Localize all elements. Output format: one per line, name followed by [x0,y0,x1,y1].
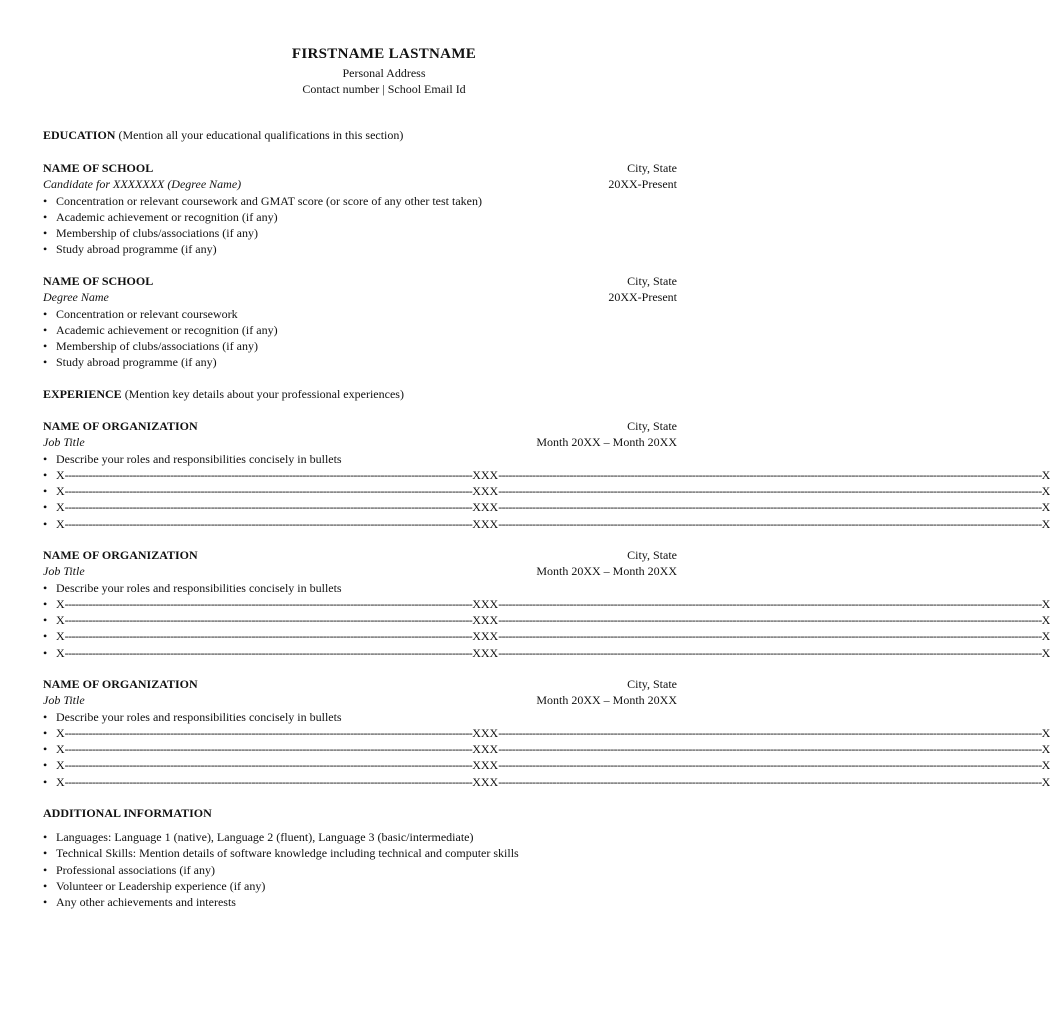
dash-divider: ---------------------------------------------------------------------------------------------------------------------------------------------------------------- [498,484,1042,499]
placeholder-bullet [43,499,1050,515]
placeholder-line [56,467,1050,483]
list-item [43,709,677,725]
placeholder-mid: XXX [472,484,499,499]
dash-divider: ------------------------------------------------------------------------------------------------------------------------ [64,645,473,660]
placeholder-start: X [56,742,65,757]
placeholder-mid: XXX [472,629,499,644]
school-header-row [43,160,677,176]
list-item [43,193,677,209]
placeholder-start: X [56,629,65,644]
bullet-icon: • [43,774,48,789]
list-item [43,241,677,257]
placeholder-line [56,483,1050,499]
bullet-icon: • [43,467,48,482]
bullet-text: Professional associations (if any) [56,862,215,877]
organization-name: NAME OF ORGANIZATION [43,677,198,691]
bullet-icon: • [43,596,48,611]
dash-divider: ---------------------------------------------------------------------------------------------------------------------------------------------------------------- [498,500,1042,515]
bullet-icon: • [43,629,48,644]
bullet-text: Membership of clubs/associations (if any) [56,339,258,354]
additional-list [43,829,677,910]
bullet-icon: • [43,209,48,224]
bullet-icon: • [43,339,48,354]
bullet-icon: • [43,484,48,499]
placeholder-start: X [56,725,65,740]
degree-row [43,289,677,305]
placeholder-end: X [1041,596,1050,611]
placeholder-mid: XXX [472,645,499,660]
organization-entry [43,418,1050,532]
placeholder-bullet [43,483,1050,499]
bullet-text: Describe your roles and responsibilities concisely in bullets [56,451,342,466]
bullet-text: Academic achievement or recognition (if any) [56,209,278,224]
placeholder-bullet [43,596,1050,612]
experience-title: EXPERIENCE [43,387,122,401]
job-title-row [43,692,677,708]
degree-dates: 20XX-Present [608,290,677,305]
job-dates: Month 20XX – Month 20XX [536,693,677,708]
list-item [43,894,677,910]
dash-divider: ------------------------------------------------------------------------------------------------------------------------ [64,484,473,499]
bullet-icon: • [43,895,48,910]
dash-divider: ---------------------------------------------------------------------------------------------------------------------------------------------------------------- [498,758,1042,773]
organization-entry [43,676,1050,790]
bullet-icon: • [43,862,48,877]
placeholder-end: X [1041,725,1050,740]
dash-divider: ------------------------------------------------------------------------------------------------------------------------ [64,758,473,773]
organization-location: City, State [627,677,677,691]
placeholder-mid: XXX [472,725,499,740]
placeholder-mid: XXX [472,613,499,628]
placeholder-start: X [56,758,65,773]
dash-divider: ------------------------------------------------------------------------------------------------------------------------ [64,467,473,482]
organization-header-row [43,547,677,563]
placeholder-start: X [56,516,65,531]
job-title: Job Title [43,693,85,708]
placeholder-end: X [1041,484,1050,499]
experience-heading [43,387,404,402]
placeholder-end: X [1041,645,1050,660]
placeholder-mid: XXX [472,758,499,773]
bullet-icon: • [43,516,48,531]
placeholder-bullet [43,757,1050,773]
placeholder-end: X [1041,516,1050,531]
bullet-icon: • [43,709,48,724]
placeholder-start: X [56,645,65,660]
placeholder-line [56,774,1050,790]
list-item [43,878,677,894]
placeholder-start: X [56,467,65,482]
degree-name: Candidate for XXXXXXX (Degree Name) [43,177,242,192]
job-title-row [43,434,677,450]
placeholder-mid: XXX [472,516,499,531]
school-header-row [43,273,677,289]
placeholder-bullet [43,467,1050,483]
education-heading [43,128,403,143]
dash-divider: ------------------------------------------------------------------------------------------------------------------------ [64,742,473,757]
bullet-icon: • [43,878,48,893]
dash-divider: ---------------------------------------------------------------------------------------------------------------------------------------------------------------- [498,613,1042,628]
dash-divider: ---------------------------------------------------------------------------------------------------------------------------------------------------------------- [498,645,1042,660]
school-entry [43,273,677,371]
dash-divider: ------------------------------------------------------------------------------------------------------------------------ [64,500,473,515]
organization-header-row [43,676,677,692]
organization-name: NAME OF ORGANIZATION [43,548,198,562]
placeholder-bullet [43,774,1050,790]
contact-line: Contact number | School Email Id [302,82,466,96]
bullet-text: Any other achievements and interests [56,895,236,910]
bullet-icon: • [43,725,48,740]
placeholder-mid: XXX [472,742,499,757]
education-note: (Mention all your educational qualifications in this section) [118,128,404,142]
bullet-icon: • [43,355,48,370]
placeholder-end: X [1041,500,1050,515]
placeholder-mid: XXX [472,467,499,482]
bullet-icon: • [43,742,48,757]
list-item [43,862,677,878]
dash-divider: ------------------------------------------------------------------------------------------------------------------------ [64,596,473,611]
placeholder-mid: XXX [472,596,499,611]
dash-divider: ------------------------------------------------------------------------------------------------------------------------ [64,613,473,628]
list-item [43,225,677,241]
list-item [43,451,677,467]
placeholder-line [56,757,1050,773]
job-title-row [43,563,677,579]
bullet-text: Describe your roles and responsibilities concisely in bullets [56,580,342,595]
bullet-text: Languages: Language 1 (native), Language 2 (fluent), Language 3 (basic/intermediate) [56,830,474,844]
organization-header-row [43,418,677,434]
dash-divider: ---------------------------------------------------------------------------------------------------------------------------------------------------------------- [498,725,1042,740]
bullet-text: Study abroad programme (if any) [56,355,217,370]
placeholder-bullet [43,741,1050,757]
bullet-icon: • [43,500,48,515]
job-title: Job Title [43,435,85,450]
bullet-icon: • [43,322,48,337]
placeholder-line [56,628,1050,644]
bullet-icon: • [43,451,48,466]
job-dates: Month 20XX – Month 20XX [536,435,677,450]
school-entry [43,160,677,258]
job-title: Job Title [43,564,85,579]
bullet-text: Membership of clubs/associations (if any) [56,226,258,241]
placeholder-start: X [56,774,65,789]
organization-location: City, State [627,419,677,433]
personal-address: Personal Address [342,66,426,80]
bullet-icon: • [43,580,48,595]
list-item [43,580,677,596]
additional-title: ADDITIONAL INFORMATION [43,806,212,820]
list-item [43,338,677,354]
bullet-text: Describe your roles and responsibilities concisely in bullets [56,709,342,724]
placeholder-mid: XXX [472,500,499,515]
placeholder-end: X [1041,758,1050,773]
list-item [43,322,677,338]
dash-divider: ---------------------------------------------------------------------------------------------------------------------------------------------------------------- [498,774,1042,789]
placeholder-end: X [1041,629,1050,644]
placeholder-end: X [1041,467,1050,482]
bullet-icon: • [43,830,48,844]
list-item [43,306,677,322]
bullet-text: Academic achievement or recognition (if any) [56,322,278,337]
placeholder-bullet [43,725,1050,741]
bullet-icon: • [43,645,48,660]
placeholder-line [56,596,1050,612]
dash-divider: ------------------------------------------------------------------------------------------------------------------------ [64,725,473,740]
bullet-text: Study abroad programme (if any) [56,242,217,257]
dash-divider: ------------------------------------------------------------------------------------------------------------------------ [64,629,473,644]
placeholder-start: X [56,613,65,628]
job-dates: Month 20XX – Month 20XX [536,564,677,579]
placeholder-start: X [56,484,65,499]
list-item [43,829,677,845]
bullet-icon: • [43,613,48,628]
bullet-text: Volunteer or Leadership experience (if any) [56,878,266,893]
dash-divider: ---------------------------------------------------------------------------------------------------------------------------------------------------------------- [498,467,1042,482]
experience-note: (Mention key details about your professional experiences) [124,387,404,401]
list-item [43,354,677,370]
organization-entry [43,547,1050,661]
school-location: City, State [627,274,677,288]
placeholder-end: X [1041,613,1050,628]
placeholder-bullet [43,645,1050,661]
placeholder-line [56,725,1050,741]
bullet-text: Concentration or relevant coursework [56,306,238,321]
school-location: City, State [627,161,677,175]
bullet-icon: • [43,226,48,241]
list-item [43,209,677,225]
degree-dates: 20XX-Present [608,177,677,192]
degree-row [43,176,677,192]
placeholder-end: X [1041,742,1050,757]
placeholder-bullet [43,628,1050,644]
placeholder-line [56,612,1050,628]
placeholder-line [56,645,1050,661]
placeholder-start: X [56,500,65,515]
placeholder-line [56,741,1050,757]
bullet-icon: • [43,193,48,208]
bullet-icon: • [43,306,48,321]
dash-divider: ------------------------------------------------------------------------------------------------------------------------ [64,516,473,531]
candidate-name: FIRSTNAME LASTNAME [291,46,477,62]
placeholder-start: X [56,596,65,611]
additional-heading [43,806,212,821]
placeholder-line [56,499,1050,515]
placeholder-mid: XXX [472,774,499,789]
placeholder-bullet [43,516,1050,532]
organization-location: City, State [627,548,677,562]
bullet-icon: • [43,758,48,773]
bullet-icon: • [43,242,48,257]
dash-divider: ---------------------------------------------------------------------------------------------------------------------------------------------------------------- [498,596,1042,611]
organization-name: NAME OF ORGANIZATION [43,419,198,433]
dash-divider: ------------------------------------------------------------------------------------------------------------------------ [64,774,473,789]
bullet-text: Concentration or relevant coursework and GMAT score (or score of any other test taken) [56,193,482,208]
dash-divider: ---------------------------------------------------------------------------------------------------------------------------------------------------------------- [498,516,1042,531]
bullet-text: Technical Skills: Mention details of software knowledge including technical and computer skills [56,846,519,861]
placeholder-end: X [1041,774,1050,789]
dash-divider: ---------------------------------------------------------------------------------------------------------------------------------------------------------------- [498,629,1042,644]
placeholder-bullet [43,612,1050,628]
education-title: EDUCATION [43,128,116,142]
degree-name: Degree Name [43,290,109,305]
list-item [43,845,677,861]
dash-divider: ---------------------------------------------------------------------------------------------------------------------------------------------------------------- [498,742,1042,757]
bullet-icon: • [43,846,48,861]
placeholder-line [56,516,1050,532]
school-name: NAME OF SCHOOL [43,274,154,288]
school-name: NAME OF SCHOOL [43,161,154,175]
